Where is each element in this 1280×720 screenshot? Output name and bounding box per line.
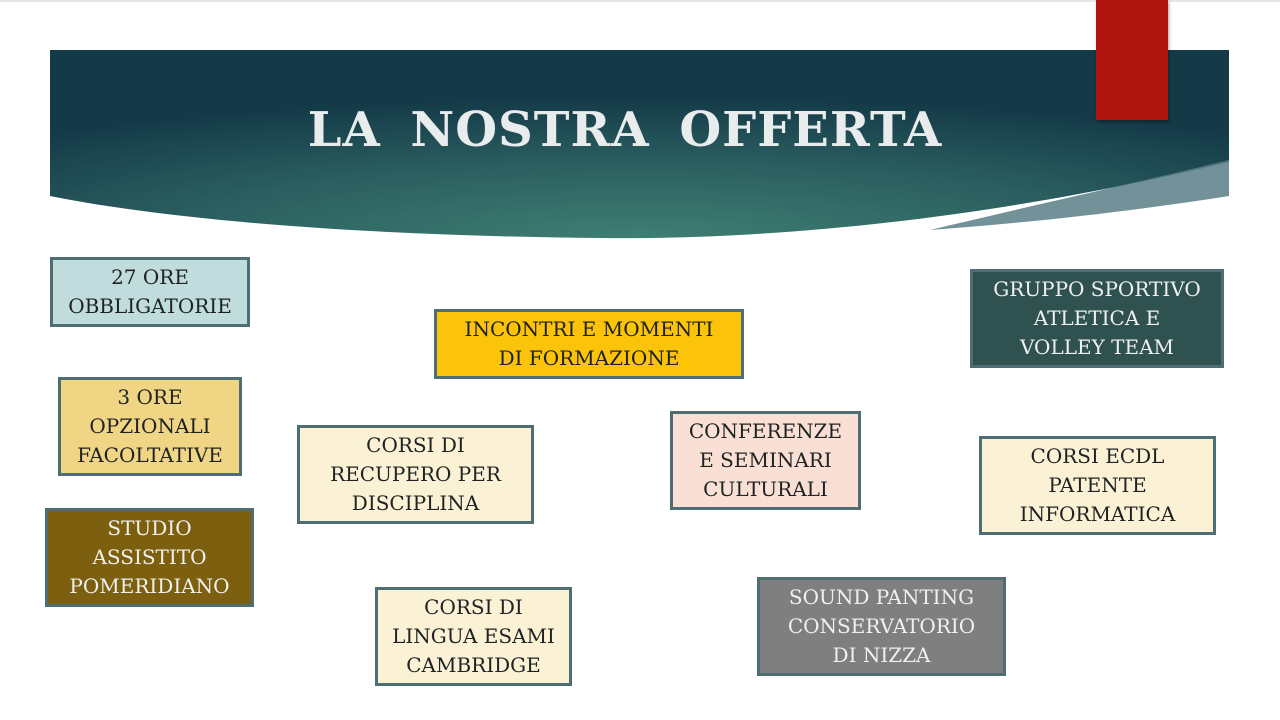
box-conferenze-seminari xyxy=(670,411,861,510)
box-gruppo-sportivo xyxy=(970,269,1224,368)
box-ore-opzionali xyxy=(58,377,242,476)
box-label: CORSI ECDL PATENTE INFORMATICA xyxy=(1019,444,1176,526)
box-studio-assistito xyxy=(45,508,254,607)
box-label: SOUND PANTING CONSERVATORIO DI NIZZA xyxy=(787,585,976,667)
box-label: CORSI DI LINGUA ESAMI CAMBRIDGE xyxy=(392,595,555,677)
box-label: 27 ORE OBBLIGATORIE xyxy=(68,265,232,318)
box-label: 3 ORE OPZIONALI FACOLTATIVE xyxy=(77,385,223,467)
box-label: CORSI DI RECUPERO PER DISCIPLINA xyxy=(330,433,501,515)
box-label: GRUPPO SPORTIVO ATLETICA E VOLLEY TEAM xyxy=(993,277,1201,359)
box-label: CONFERENZE E SEMINARI CULTURALI xyxy=(688,419,843,501)
box-corsi-ecdl xyxy=(979,436,1216,535)
box-sound-panting xyxy=(757,577,1006,676)
box-ore-obbligatorie xyxy=(50,257,250,327)
box-corsi-recupero xyxy=(297,425,534,524)
box-label: STUDIO ASSISTITO POMERIDIANO xyxy=(69,516,230,598)
box-corsi-lingua xyxy=(375,587,572,686)
box-incontri-formazione xyxy=(434,309,744,379)
slide-title: LA NOSTRA OFFERTA xyxy=(307,102,943,158)
box-label: INCONTRI E MOMENTI DI FORMAZIONE xyxy=(464,317,714,370)
